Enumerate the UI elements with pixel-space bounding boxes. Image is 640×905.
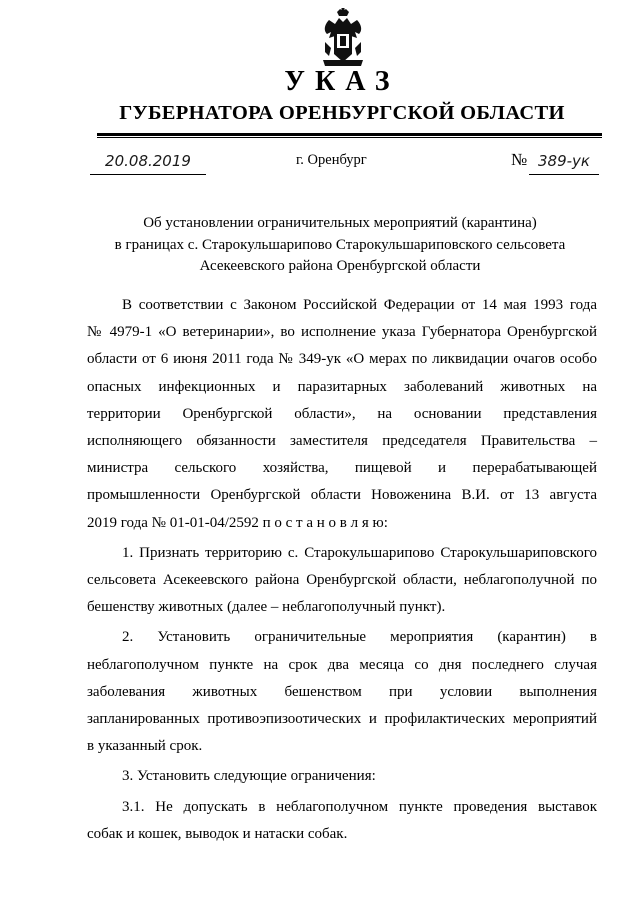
paragraph-line: В соответствии с Законом Российской Федерации от 14 мая 1993 года	[122, 297, 597, 313]
header-rule-thick	[97, 133, 602, 136]
paragraph-line: 1. Признать территорию с. Старокульшарипово Старокульшариповского	[122, 544, 597, 561]
decree-body	[87, 292, 597, 848]
item-1-paragraph	[87, 540, 597, 622]
city-label: г. Оренбург	[296, 152, 367, 168]
heading-line: Асекеевского района Оренбургской области	[199, 258, 481, 274]
paragraph-line: министра сельского хозяйства, пищевой и перерабатывающей	[87, 460, 597, 477]
heading-line: в границах с. Старокульшарипово Старокульшариповского сельсовета	[114, 236, 566, 253]
paragraph-line: запланированных противоэпизоотических и профилактических мероприятий	[87, 711, 597, 728]
document-title: УКАЗ	[284, 66, 400, 97]
decree-heading	[60, 213, 620, 278]
paragraph-line: опасных инфекционных и паразитарных заболеваний животных на	[87, 378, 597, 395]
paragraph-line: бешенству животных (далее – неблагополучный пункт).	[87, 599, 446, 616]
paragraph-line: 2. Установить ограничительные мероприятия (карантин) в	[122, 629, 597, 646]
signing-date: 20.08.2019	[90, 150, 206, 175]
number-label: №	[511, 150, 528, 169]
paragraph-line: собак и кошек, выводок и натаски собак.	[87, 825, 348, 842]
preamble-paragraph	[87, 292, 597, 537]
paragraph-line: исполняющего обязанности заместителя председателя Правительства –	[87, 433, 597, 450]
paragraph-line: 2019 года № 01-01-04/2592 п о с т а н о в л я ю:	[87, 514, 388, 531]
paragraph-line: сельсовета Асекеевского района Оренбургской области, неблагополучной по	[87, 572, 597, 589]
paragraph-line: территории Оренбургской области», на основании представления	[87, 405, 597, 422]
heading-line: Об установлении ограничительных мероприятий (карантина)	[143, 215, 537, 231]
item-3-1-paragraph	[87, 794, 597, 848]
paragraph-line: № 4979-1 «О ветеринарии», во исполнение указа Губернатора Оренбургской	[87, 324, 597, 341]
decree-number: 389-ук	[529, 150, 599, 175]
coat-of-arms-emblem	[321, 8, 365, 68]
meta-row	[0, 150, 640, 180]
item-2-paragraph	[87, 624, 597, 760]
item-3-paragraph	[87, 763, 597, 790]
paragraph-line: неблагополучном пункте на срок два месяца со дня последнего случая	[87, 656, 597, 673]
paragraph-line: в указанный срок.	[87, 738, 203, 755]
document-subtitle: ГУБЕРНАТОРА ОРЕНБУРГСКОЙ ОБЛАСТИ	[119, 102, 565, 124]
paragraph-line: заболевания животных бешенством при условии выполнения	[87, 683, 597, 700]
paragraph-line: промышленности Оренбургской области Новоженина В.И. от 13 августа	[87, 487, 597, 504]
paragraph-line: 3.1. Не допускать в неблагополучном пункте проведения выставок	[122, 798, 597, 815]
paragraph-line: 3. Установить следующие ограничения:	[122, 768, 376, 785]
header-rule-thin	[97, 137, 602, 138]
paragraph-line: области от 6 июня 2011 года № 349-ук «О мерах по ликвидации очагов особо	[87, 351, 597, 368]
